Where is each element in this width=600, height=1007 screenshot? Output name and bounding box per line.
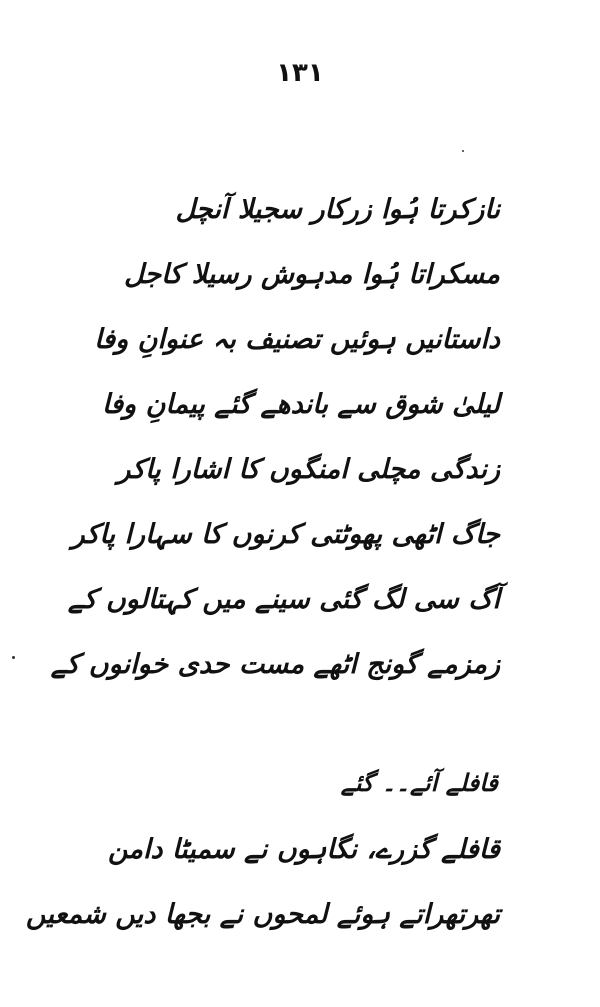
verse-line: تھرتھراتے ہوئے لمحوں نے بجھا دیں شمعیں — [25, 899, 500, 930]
verse-line: قافلے گزرے، نگاہوں نے سمیٹا دامن — [107, 834, 500, 865]
verse-line: جاگ اٹھی پھوٹتی کرنوں کا سہارا پاکر — [71, 519, 500, 550]
verse-line: نازکرتا ہُوا زرکار سجیلا آنچل — [175, 194, 500, 225]
scan-speck — [12, 656, 15, 659]
page-number: ۱۳۱ — [276, 58, 324, 88]
scan-speck — [462, 150, 464, 152]
verse-line: زندگی مچلی امنگوں کا اشارا پاکر — [117, 454, 500, 485]
verse-line: زمزمے گونج اٹھے مست حدی خوانوں کے — [50, 649, 500, 680]
verse-line: آگ سی لگ گئی سینے میں کہتالوں کے — [67, 584, 500, 615]
verse-line: لیلیٰ شوق سے باندھے گئے پیمانِ وفا — [102, 389, 500, 420]
verse-line: مسکراتا ہُوا مدہوش رسیلا کاجل — [124, 259, 500, 290]
verse-line: داستانیں ہوئیں تصنیف بہ عنوانِ وفا — [94, 324, 500, 355]
section-heading: قافلے آئے۔۔ گئے — [340, 769, 498, 797]
